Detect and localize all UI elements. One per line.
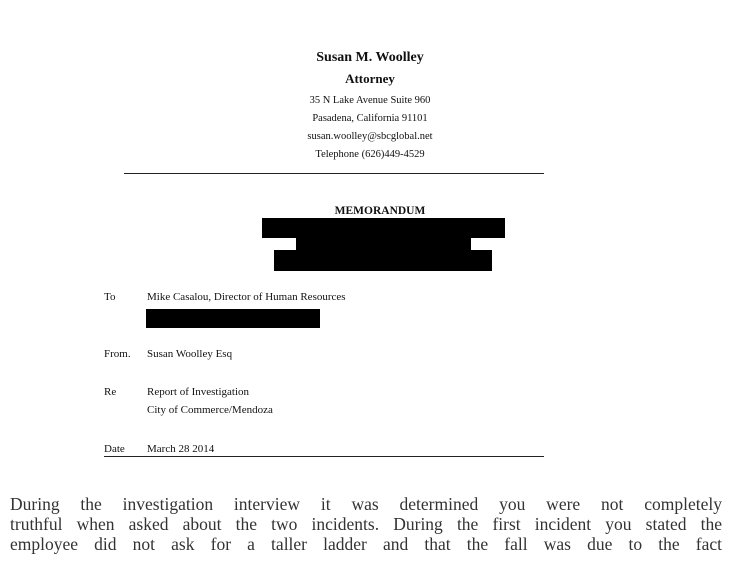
address-line-2: Pasadena, California 91101: [312, 113, 428, 124]
from-sender: Susan Woolley Esq: [147, 348, 233, 360]
memorandum-heading: MEMORANDUM: [334, 205, 426, 217]
address-line-1: 35 N Lake Avenue Suite 960: [309, 95, 431, 106]
body-line-3: employee did not ask for a taller ladder and that the fall was due to the fact: [10, 534, 722, 554]
memo-body: [10, 494, 722, 554]
body-line-1: During the investigation interview it was determined you were not completely: [10, 494, 722, 514]
to-recipient: Mike Casalou, Director of Human Resources: [147, 291, 346, 303]
body-line-2: truthful when asked about the two incidents. During the first incident you stated the: [10, 514, 722, 534]
re-subject-line-1: Report of Investigation: [147, 386, 250, 398]
from-label: From.: [104, 348, 131, 360]
attorney-name: Susan M. Woolley: [316, 50, 424, 65]
date-label: Date: [104, 443, 125, 455]
email-address: susan.woolley@sbcglobal.net: [307, 131, 433, 142]
re-label: Re: [104, 386, 117, 398]
re-subject-line-2: City of Commerce/Mendoza: [147, 404, 273, 416]
memo-date: March 28 2014: [147, 443, 215, 455]
telephone: Telephone (626)449-4529: [315, 149, 425, 160]
attorney-title: Attorney: [345, 71, 395, 86]
to-label: To: [104, 291, 116, 303]
